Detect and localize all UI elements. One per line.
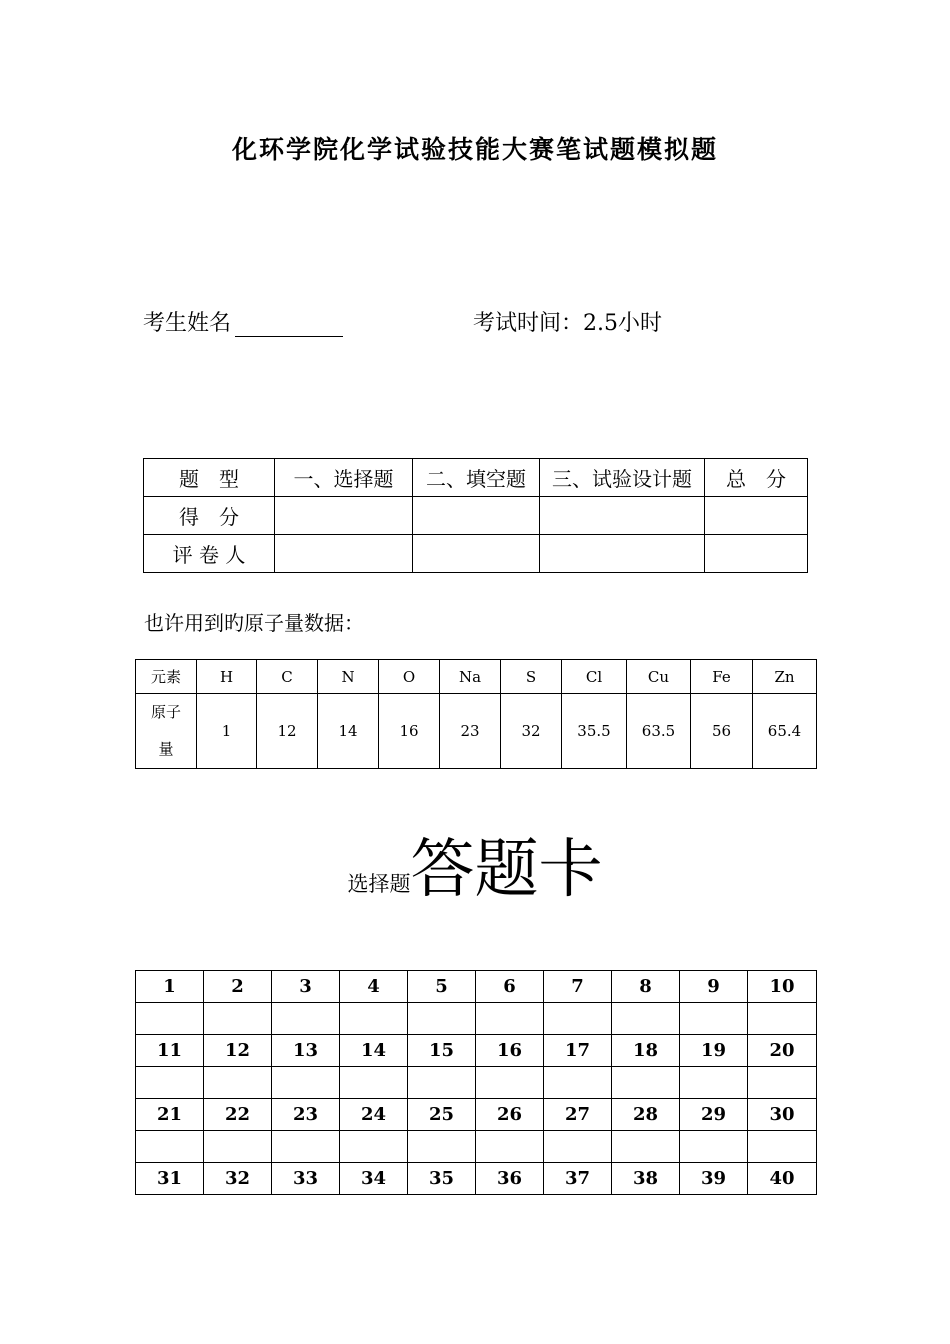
question-number-cell: 36	[476, 1163, 544, 1195]
answer-card-subtitle: 选择题	[347, 872, 411, 896]
element-cell: O	[379, 660, 440, 694]
question-number-cell: 16	[476, 1035, 544, 1067]
question-number-cell: 6	[476, 971, 544, 1003]
answer-cell[interactable]	[136, 1131, 204, 1163]
question-number-cell: 7	[544, 971, 612, 1003]
question-number-cell: 8	[612, 971, 680, 1003]
score-cell[interactable]	[540, 497, 705, 535]
question-number-cell: 33	[272, 1163, 340, 1195]
element-cell: H	[197, 660, 257, 694]
answer-cell[interactable]	[408, 1131, 476, 1163]
question-number-cell: 34	[340, 1163, 408, 1195]
grader-cell[interactable]	[275, 535, 413, 573]
answer-cell[interactable]	[136, 1067, 204, 1099]
grader-row	[144, 535, 808, 573]
element-row-label: 元素	[136, 660, 197, 694]
answer-row	[136, 1067, 817, 1099]
answer-cell[interactable]	[680, 1131, 748, 1163]
element-cell: Zn	[753, 660, 817, 694]
answer-cell[interactable]	[476, 1067, 544, 1099]
question-number-cell: 14	[340, 1035, 408, 1067]
grader-row-label: 评 卷 人	[144, 535, 275, 573]
question-number-cell: 35	[408, 1163, 476, 1195]
mass-cell: 14	[318, 694, 379, 769]
question-number-cell: 2	[204, 971, 272, 1003]
question-number-cell: 38	[612, 1163, 680, 1195]
atomic-mass-table	[135, 659, 817, 769]
question-number-cell: 29	[680, 1099, 748, 1131]
answer-cell[interactable]	[204, 1131, 272, 1163]
answer-cell[interactable]	[340, 1003, 408, 1035]
answer-cell[interactable]	[544, 1131, 612, 1163]
mass-cell: 63.5	[627, 694, 691, 769]
question-number-cell: 23	[272, 1099, 340, 1131]
question-number-cell: 1	[136, 971, 204, 1003]
grader-cell[interactable]	[540, 535, 705, 573]
question-number-cell: 28	[612, 1099, 680, 1131]
answer-grid-body	[136, 971, 817, 1195]
mass-row-label-line2: 量	[158, 740, 174, 758]
answer-cell[interactable]	[680, 1067, 748, 1099]
mass-cell: 1	[197, 694, 257, 769]
mass-cell: 56	[691, 694, 753, 769]
element-cell: Na	[440, 660, 501, 694]
answer-cell[interactable]	[408, 1003, 476, 1035]
answer-cell[interactable]	[340, 1067, 408, 1099]
page-title: 化环学院化学试验技能大赛笔试题模拟题	[231, 135, 718, 164]
answer-cell[interactable]	[340, 1131, 408, 1163]
score-header-cell: 总 分	[705, 459, 808, 497]
score-cell[interactable]	[705, 497, 808, 535]
question-number-cell: 31	[136, 1163, 204, 1195]
answer-cell[interactable]	[544, 1067, 612, 1099]
element-cell: S	[501, 660, 562, 694]
answer-cell[interactable]	[748, 1131, 817, 1163]
answer-row	[136, 1003, 817, 1035]
question-number-cell: 26	[476, 1099, 544, 1131]
question-number-row	[136, 971, 817, 1003]
candidate-name-blank[interactable]	[235, 310, 343, 337]
element-cell: Cl	[562, 660, 627, 694]
mass-cell: 16	[379, 694, 440, 769]
question-number-cell: 15	[408, 1035, 476, 1067]
question-number-cell: 27	[544, 1099, 612, 1131]
answer-cell[interactable]	[204, 1003, 272, 1035]
answer-cell[interactable]	[476, 1131, 544, 1163]
question-number-cell: 12	[204, 1035, 272, 1067]
answer-cell[interactable]	[272, 1067, 340, 1099]
answer-cell[interactable]	[136, 1003, 204, 1035]
mass-cell: 65.4	[753, 694, 817, 769]
mass-cell: 35.5	[562, 694, 627, 769]
question-number-cell: 21	[136, 1099, 204, 1131]
answer-cell[interactable]	[612, 1131, 680, 1163]
answer-card-heading	[0, 818, 950, 910]
answer-cell[interactable]	[612, 1003, 680, 1035]
question-number-cell: 19	[680, 1035, 748, 1067]
candidate-name-label: 考生姓名	[143, 311, 232, 336]
question-number-cell: 32	[204, 1163, 272, 1195]
answer-card-title: 答题卡	[410, 833, 603, 907]
mass-row-label-line1: 原子	[150, 703, 181, 721]
score-header-cell: 二、填空题	[413, 459, 540, 497]
question-number-cell: 17	[544, 1035, 612, 1067]
score-row	[144, 497, 808, 535]
mass-cell: 23	[440, 694, 501, 769]
element-cell: Cu	[627, 660, 691, 694]
question-number-cell: 10	[748, 971, 817, 1003]
element-cell: C	[257, 660, 318, 694]
mass-row	[136, 694, 817, 769]
question-number-cell: 40	[748, 1163, 817, 1195]
score-header-cell: 三、试验设计题	[540, 459, 705, 497]
question-number-row	[136, 1099, 817, 1131]
question-number-cell: 5	[408, 971, 476, 1003]
question-number-cell: 22	[204, 1099, 272, 1131]
mass-cell: 32	[501, 694, 562, 769]
question-number-cell: 37	[544, 1163, 612, 1195]
score-row-label: 得 分	[144, 497, 275, 535]
answer-grid	[135, 970, 817, 1195]
score-header-cell: 一、选择题	[275, 459, 413, 497]
question-number-cell: 39	[680, 1163, 748, 1195]
element-row	[136, 660, 817, 694]
question-number-row	[136, 1035, 817, 1067]
score-header-row	[144, 459, 808, 497]
score-cell[interactable]	[413, 497, 540, 535]
exam-time: 考试时间：2.5小时	[473, 311, 662, 336]
question-number-cell: 20	[748, 1035, 817, 1067]
question-number-row	[136, 1163, 817, 1195]
score-cell[interactable]	[275, 497, 413, 535]
element-cell: Fe	[691, 660, 753, 694]
question-number-cell: 9	[680, 971, 748, 1003]
answer-cell[interactable]	[612, 1067, 680, 1099]
grader-cell[interactable]	[413, 535, 540, 573]
mass-cell: 12	[257, 694, 318, 769]
question-number-cell: 25	[408, 1099, 476, 1131]
mass-row-label	[136, 694, 197, 769]
question-number-cell: 13	[272, 1035, 340, 1067]
answer-cell[interactable]	[544, 1003, 612, 1035]
answer-row	[136, 1131, 817, 1163]
candidate-name-row	[143, 306, 343, 337]
question-number-cell: 4	[340, 971, 408, 1003]
question-number-cell: 3	[272, 971, 340, 1003]
question-number-cell: 11	[136, 1035, 204, 1067]
question-number-cell: 18	[612, 1035, 680, 1067]
answer-cell[interactable]	[748, 1067, 817, 1099]
element-cell: N	[318, 660, 379, 694]
question-number-cell: 30	[748, 1099, 817, 1131]
answer-cell[interactable]	[204, 1067, 272, 1099]
score-table	[143, 458, 808, 573]
grader-cell[interactable]	[705, 535, 808, 573]
atomic-mass-caption: 也许用到旳原子量数据：	[144, 611, 364, 635]
answer-cell[interactable]	[680, 1003, 748, 1035]
answer-cell[interactable]	[408, 1067, 476, 1099]
answer-cell[interactable]	[748, 1003, 817, 1035]
question-number-cell: 24	[340, 1099, 408, 1131]
answer-cell[interactable]	[272, 1003, 340, 1035]
answer-cell[interactable]	[272, 1131, 340, 1163]
answer-cell[interactable]	[476, 1003, 544, 1035]
score-header-cell: 题 型	[144, 459, 275, 497]
